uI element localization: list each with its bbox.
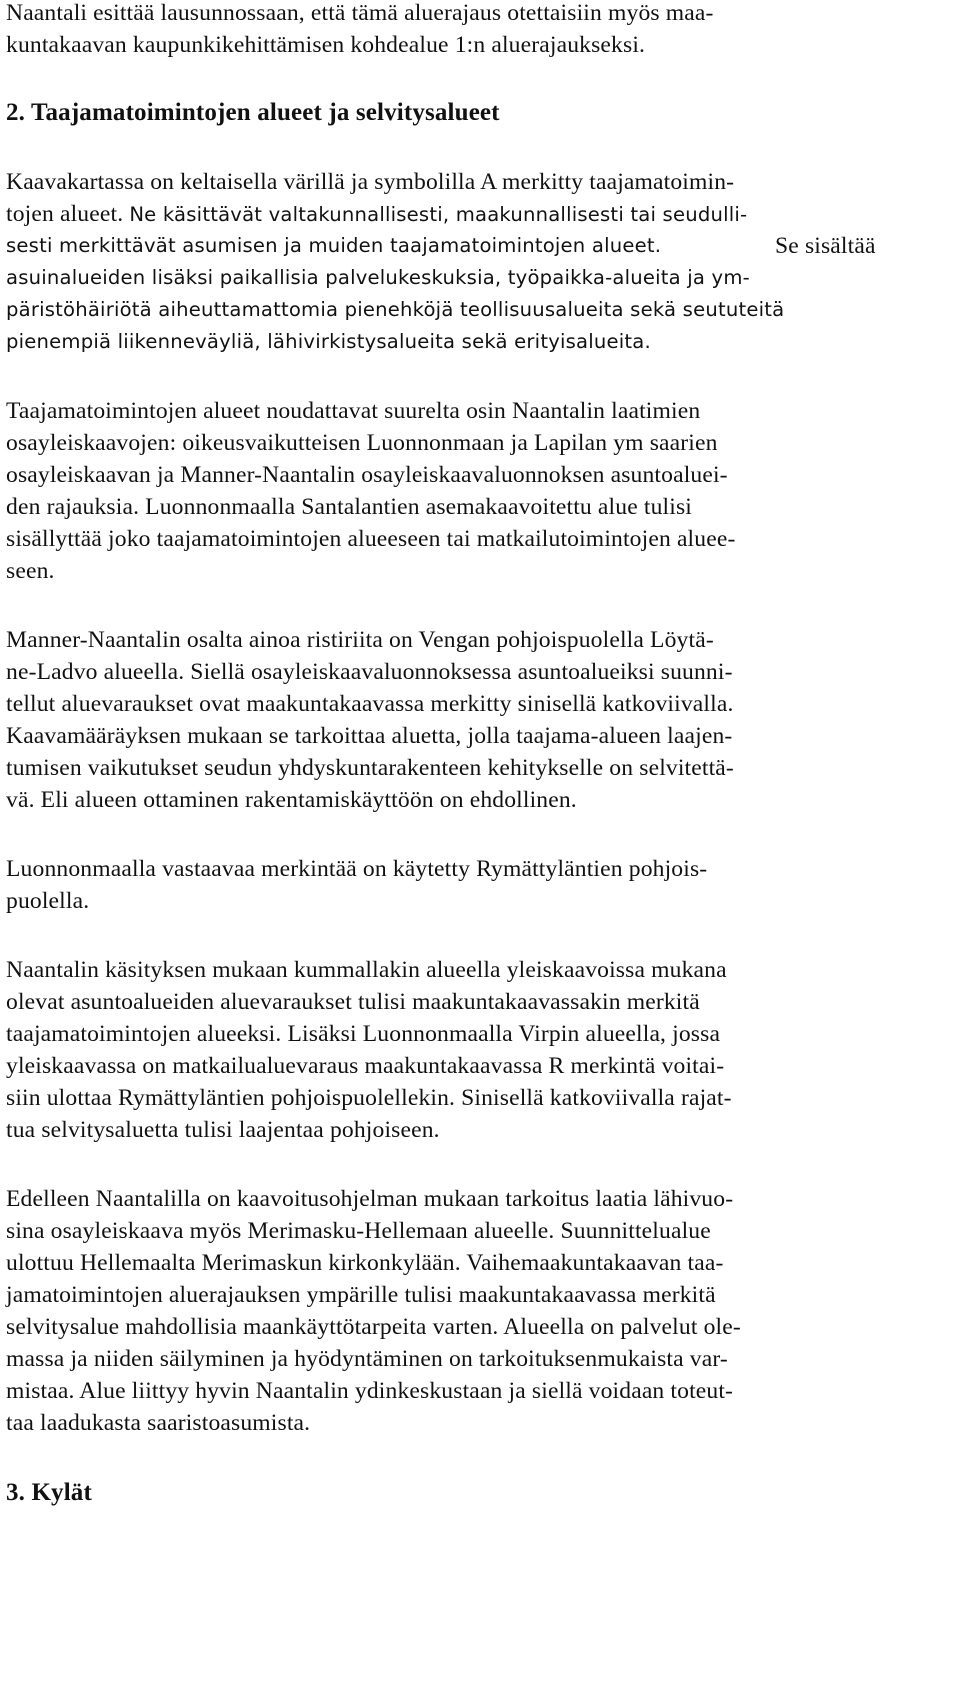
paragraph-line: tua selvitysaluetta tulisi laajentaa pohjoiseen.	[6, 1117, 440, 1143]
paragraph-line: massa ja niiden säilyminen ja hyödyntäminen on tarkoituksenmukaista var-	[6, 1346, 728, 1372]
intro-line: Naantali esittää lausunnossaan, että tämä aluerajaus otettaisiin myös maa-	[6, 0, 714, 26]
paragraph-line: olevat asuntoalueiden aluevaraukset tulisi maakuntakaavassakin merkitä	[6, 989, 700, 1015]
paragraph-line: sisällyttää joko taajamatoimintojen alueeseen tai matkailutoimintojen aluee-	[6, 526, 736, 552]
section-heading: 2. Taajamatoimintojen alueet ja selvitysalueet	[6, 99, 500, 126]
paragraph-line: Luonnonmaalla vastaavaa merkintää on käytetty Rymättyläntien pohjois-	[6, 856, 708, 882]
paragraph-line: yleiskaavassa on matkailualuevaraus maakuntakaavassa R merkintä voitai-	[6, 1053, 725, 1079]
paragraph-line: jamatoimintojen aluerajauksen ympärille tulisi maakuntakaavassa merkitä	[6, 1282, 716, 1308]
paragraph-line: Taajamatoimintojen alueet noudattavat suurelta osin Naantalin laatimien	[6, 398, 701, 424]
paragraph-line: mistaa. Alue liittyy hyvin Naantalin ydinkeskustaan ja siellä voidaan toteut-	[6, 1378, 734, 1404]
paragraph-line: selvitysalue mahdollisia maankäyttötarpeita varten. Alueella on palvelut ole-	[6, 1314, 741, 1340]
paragraph-line: osayleiskaavojen: oikeusvaikutteisen Luonnonmaan ja Lapilan ym saarien	[6, 430, 718, 456]
paragraph-line: sina osayleiskaava myös Merimasku-Hellemaan alueelle. Suunnittelualue	[6, 1218, 711, 1244]
paragraph-line: osayleiskaavan ja Manner-Naantalin osayleiskaavaluonnoksen asuntoaluei-	[6, 462, 728, 488]
paragraph-line: asuinalueiden lisäksi paikallisia palvelukeskuksia, työpaikka-alueita ja ym-	[6, 266, 750, 289]
paragraph-line: siin ulottaa Rymättyläntien pohjoispuolellekin. Sinisellä katkoviivalla rajat-	[6, 1085, 732, 1111]
paragraph-line: pienempiä liikenneväyliä, lähivirkistysalueita sekä erityisalueita.	[6, 330, 651, 353]
paragraph-line: den rajauksia. Luonnonmaalla Santalantien asemakaavoitettu alue tulisi	[6, 494, 692, 520]
paragraph-line: sesti merkittävät asumisen ja muiden taajamatoimintojen alueet.	[6, 234, 662, 257]
paragraph-line: seen.	[6, 558, 55, 584]
paragraph-line: Edelleen Naantalilla on kaavoitusohjelman mukaan tarkoitus laatia lähivuo-	[6, 1186, 734, 1212]
paragraph-line: ne-Ladvo alueella. Siellä osayleiskaavaluonnoksessa asuntoalueiksi suunni-	[6, 659, 733, 685]
paragraph-line: Manner-Naantalin osalta ainoa ristiriita on Vengan pohjoispuolella Löytä-	[6, 627, 714, 653]
intro-line: kuntakaavan kaupunkikehittämisen kohdealue 1:n aluerajaukseksi.	[6, 32, 646, 58]
paragraph-line: Kaavakartassa on keltaisella värillä ja symbolilla A merkitty taajamatoimin-	[6, 169, 735, 195]
paragraph-line: puolella.	[6, 888, 90, 914]
paragraph-line	[6, 199, 747, 230]
paragraph-line: taa laadukasta saaristoasumista.	[6, 1410, 311, 1436]
section-heading: 3. Kylät	[6, 1479, 92, 1506]
paragraph-line: Se sisältää	[775, 233, 876, 259]
paragraph-line: Naantalin käsityksen mukaan kummallakin alueella yleiskaavoissa mukana	[6, 957, 727, 983]
text-run: Ne käsittävät valtakunnallisesti, maakunnallisesti tai seudulli-	[129, 203, 748, 226]
paragraph-line: vä. Eli alueen ottaminen rakentamiskäyttöön on ehdollinen.	[6, 787, 577, 813]
paragraph-line: tumisen vaikutukset seudun yhdyskuntarakenteen kehitykselle on selvitettä-	[6, 755, 734, 781]
paragraph-line: päristöhäiriötä aiheuttamattomia pienehköjä teollisuusalueita sekä seututeitä	[6, 298, 785, 321]
paragraph-line: tellut aluevaraukset ovat maakuntakaavassa merkitty sinisellä katkoviivalla.	[6, 691, 734, 717]
text-run: tojen alueet.	[6, 201, 124, 227]
paragraph-line: Kaavamääräyksen mukaan se tarkoittaa aluetta, jolla taajama-alueen laajen-	[6, 723, 733, 749]
paragraph-line: ulottuu Hellemaalta Merimaskun kirkonkylään. Vaihemaakuntakaavan taa-	[6, 1250, 724, 1276]
paragraph-line: taajamatoimintojen alueeksi. Lisäksi Luonnonmaalla Virpin alueella, jossa	[6, 1021, 721, 1047]
